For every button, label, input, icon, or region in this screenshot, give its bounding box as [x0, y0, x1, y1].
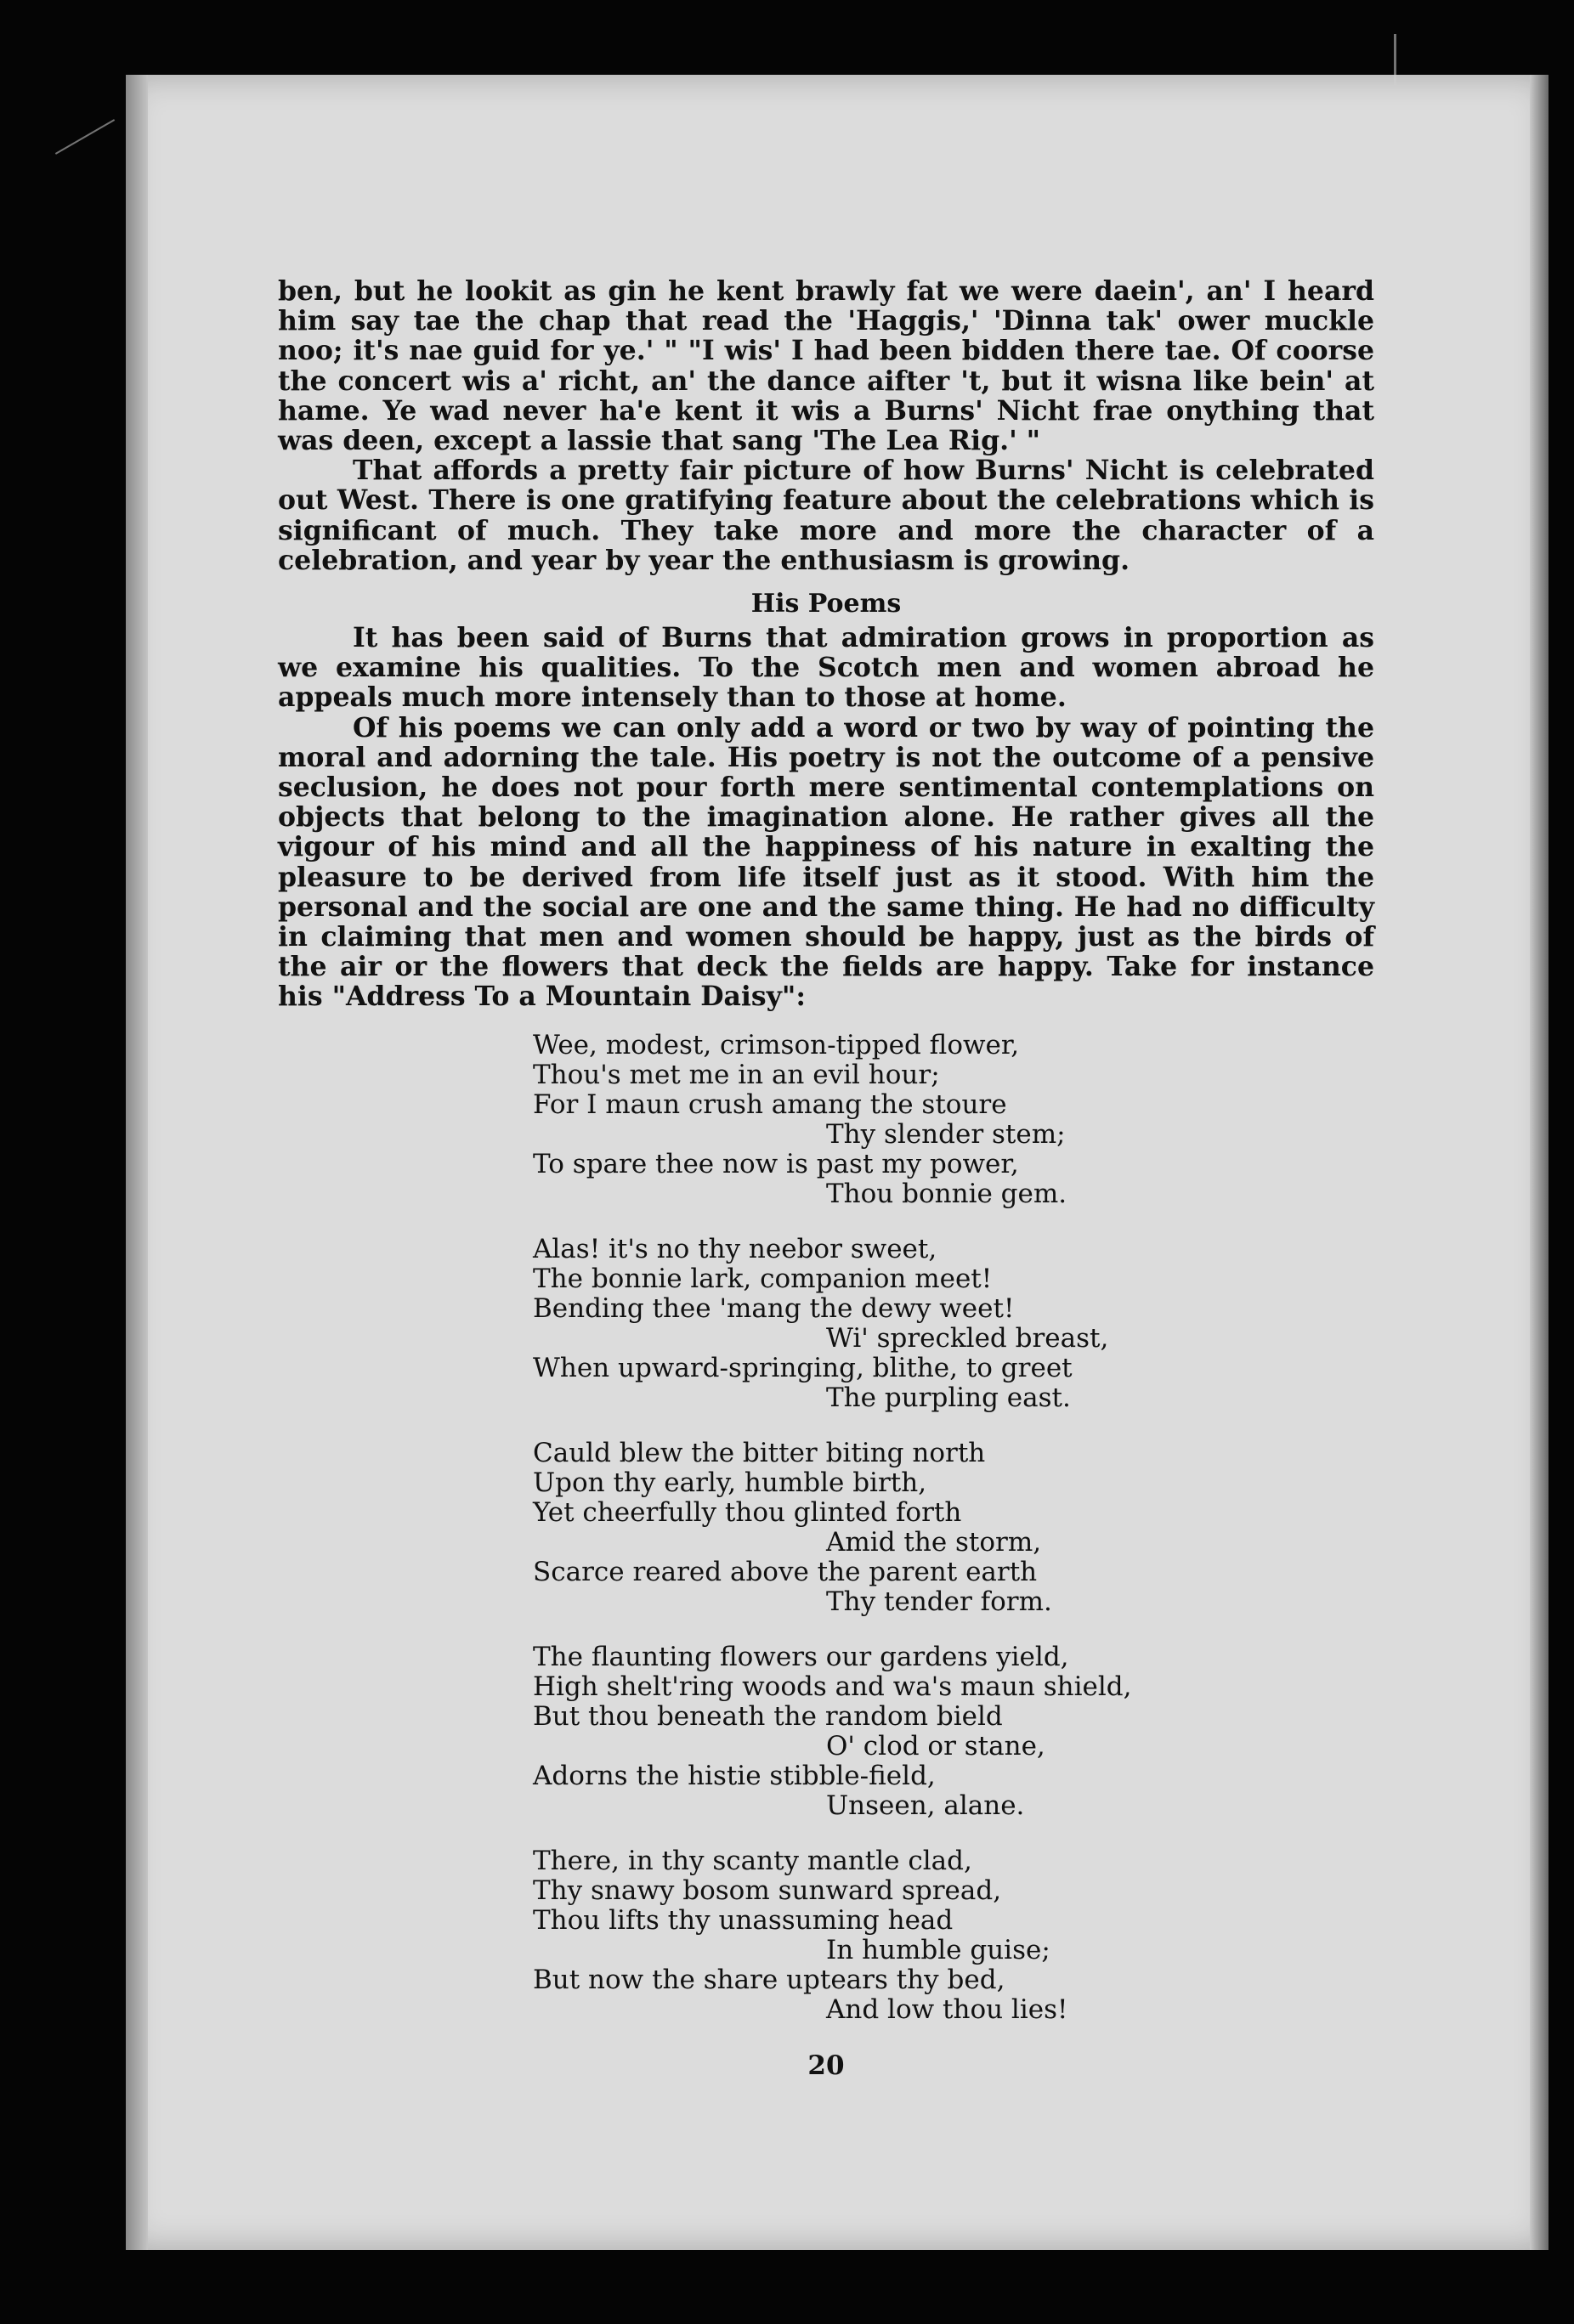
poem-line: In humble guise; — [826, 1934, 1050, 1965]
poem-line: To spare thee now is past my power, — [533, 1148, 1019, 1179]
scratch-mark — [1394, 34, 1396, 85]
poem-line: The purpling east. — [826, 1382, 1071, 1413]
section-heading: His Poems — [750, 589, 902, 619]
poem-line: Amid the storm, — [826, 1526, 1042, 1558]
page-edge-shadow — [1530, 75, 1549, 2250]
scratch-mark — [55, 119, 115, 155]
poem-stanza — [533, 1846, 1374, 2025]
poem-line: O' clod or stane, — [826, 1730, 1045, 1761]
paragraph: That affords a pretty fair picture of how Burns' Nicht is celebrated out West. There is one gratifying feature about the celebrations which is significant of much. They take more and more the character of a celebration, and year by year the enthusiasm is growing. — [278, 455, 1374, 576]
poem-line: The flaunting flowers our gardens yield, — [533, 1641, 1069, 1672]
poem-line: Unseen, alane. — [826, 1790, 1025, 1821]
poem-line: Thy slender stem; — [826, 1118, 1066, 1150]
poem-stanza — [533, 1643, 1374, 1821]
paragraph: Of his poems we can only add a word or two by way of pointing the moral and adorning the tale. His poetry is not the outcome of a pensive seclusion, he does not pour forth mere sentimental contemplations on objects that belong to the imagination alone. He rather gives all the vigour of his mind and all the happiness of his nature in exalting the pleasure to be derived from life itself just as it stood. With him the personal and the social are one and the same thing. He had no difficulty in claiming that men and women should be happy, just as the birds of the air or the flowers that deck the fields are happy. Take for instance his "Address To a Mountain Daisy": — [278, 711, 1374, 1013]
poem-line: Upon thy early, humble birth, — [533, 1467, 927, 1498]
poem-line: And low thou lies! — [826, 1993, 1068, 2025]
poem-stanza — [533, 1439, 1374, 1617]
poem-line: Thou lifts thy unassuming head — [533, 1904, 954, 1936]
poem-line: Thou's met me in an evil hour; — [533, 1059, 940, 1090]
page-content — [278, 276, 1374, 2081]
poem-line: Alas! it's no thy neebor sweet, — [533, 1233, 937, 1264]
poem-line: The bonnie lark, companion meet! — [533, 1263, 993, 1294]
poem-stanza — [533, 1031, 1374, 1209]
poem-line: When upward-springing, blithe, to greet — [533, 1352, 1073, 1383]
poem-line: Scarce reared above the parent earth — [533, 1556, 1038, 1587]
poem-line: But now the share uptears thy bed, — [533, 1964, 1005, 1995]
poem-stanza — [533, 1235, 1374, 1413]
poem-line: For I maun crush amang the stoure — [533, 1088, 1007, 1120]
poem-line: But thou beneath the random bield — [533, 1700, 1003, 1732]
poem-line: Adorns the histie stibble-field, — [533, 1760, 936, 1791]
poem-line: Thy tender form. — [826, 1586, 1052, 1617]
poem-line: Wee, modest, crimson-tipped flower, — [533, 1029, 1020, 1060]
poem-line: Cauld blew the bitter biting north — [533, 1437, 986, 1468]
page-number: 20 — [807, 2050, 845, 2081]
poem-line: Thou bonnie gem. — [826, 1178, 1067, 1209]
poem-line: Bending thee 'mang the dewy weet! — [533, 1292, 1015, 1324]
paragraph: It has been said of Burns that admiration grows in proportion as we examine his qualities. To the Scotch men and women abroad he appeals much more intensely than to those at home. — [278, 622, 1374, 714]
poem-line: High shelt'ring woods and wa's maun shield, — [533, 1671, 1132, 1702]
binding-edge — [126, 75, 148, 2250]
poem-line: Thy snawy bosom sunward spread, — [533, 1874, 1002, 1906]
poem-line: There, in thy scanty mantle clad, — [533, 1845, 972, 1876]
poem-line: Yet cheerfully thou glinted forth — [533, 1496, 962, 1528]
poem-line: Wi' spreckled breast, — [826, 1322, 1109, 1354]
poem — [533, 1031, 1374, 2025]
paragraph: ben, but he lookit as gin he kent brawly fat we were daein', an' I heard him say tae the chap that read the 'Haggis,' 'Dinna tak' ower muckle noo; it's nae guid for ye.' " "I wis' I had been bidden there tae. Of coorse the concert wis a' richt, an' the dance aifter 't, but it wisna like bein' at hame. Ye wad never ha'e kent it wis a Burns' Nicht frae onything that was deen, except a lassie that sang 'The Lea Rig.' " — [278, 275, 1374, 457]
body-text — [278, 623, 1374, 1012]
body-text — [278, 276, 1374, 575]
